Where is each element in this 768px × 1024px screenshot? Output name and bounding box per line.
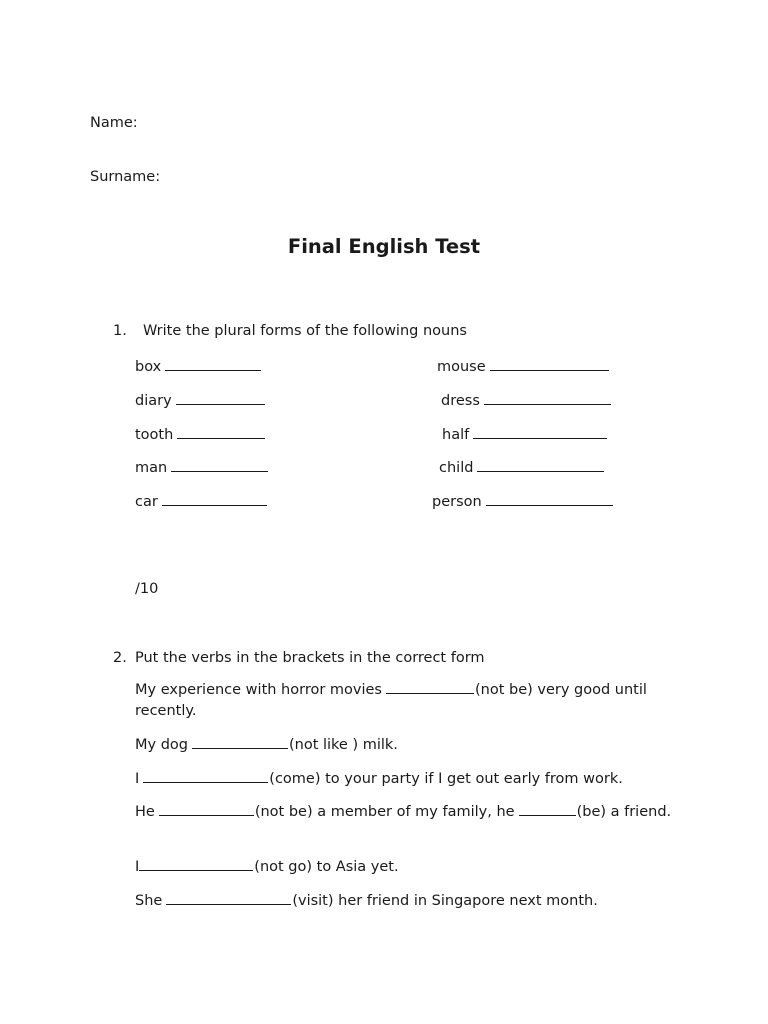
list-item (135, 391, 266, 410)
exercise-sentence-1 (135, 680, 680, 722)
exercise-sentence-2 (135, 735, 680, 756)
section2-number: 2. (113, 650, 127, 666)
sentence-text: I (135, 859, 140, 875)
list-item (135, 357, 262, 376)
answer-blank[interactable] (519, 802, 576, 816)
sentence-text: I (135, 771, 140, 787)
list-item (442, 425, 608, 444)
sentence-text: (not go) to Asia yet. (254, 859, 399, 875)
noun-word: car (135, 494, 158, 510)
sentence-text: (not be) very good until recently. (135, 682, 647, 719)
noun-word: half (442, 427, 470, 443)
sentence-text: He (135, 804, 155, 820)
noun-word: mouse (437, 359, 486, 375)
sentence-text: My dog (135, 737, 188, 753)
section1-number: 1. (113, 323, 127, 339)
section1-instruction: Write the plural forms of the following nouns (143, 323, 467, 339)
answer-blank[interactable] (192, 735, 288, 749)
exercise-sentence-5 (135, 857, 680, 878)
answer-blank[interactable] (386, 680, 474, 694)
list-item (135, 425, 266, 444)
sentence-text: (not like ) milk. (288, 737, 398, 753)
answer-blank[interactable] (139, 857, 253, 871)
list-item (439, 458, 605, 477)
answer-blank[interactable] (176, 391, 265, 405)
list-item (437, 357, 610, 376)
answer-blank[interactable] (473, 425, 607, 439)
answer-blank[interactable] (486, 492, 613, 506)
exercise-sentence-6 (135, 891, 680, 912)
noun-word: tooth (135, 427, 174, 443)
answer-blank[interactable] (171, 458, 268, 472)
answer-blank[interactable] (484, 391, 611, 405)
answer-blank[interactable] (477, 458, 604, 472)
sentence-text: (come) to your party if I get out early from work. (269, 771, 623, 787)
list-item (135, 492, 268, 511)
name-label: Name: (90, 115, 138, 131)
exercise-sentence-3 (135, 769, 680, 790)
answer-blank[interactable] (162, 492, 267, 506)
answer-blank[interactable] (166, 891, 291, 905)
section1-score: /10 (135, 581, 159, 597)
sentence-text: (not be) a member of my family, he (254, 804, 515, 820)
noun-word: box (135, 359, 162, 375)
noun-word: dress (441, 393, 480, 409)
answer-blank[interactable] (165, 357, 261, 371)
noun-word: child (439, 460, 474, 476)
surname-label: Surname: (90, 169, 161, 185)
sentence-text: (visit) her friend in Singapore next month. (292, 893, 598, 909)
sentence-text: She (135, 893, 163, 909)
noun-word: man (135, 460, 168, 476)
section2-instruction: Put the verbs in the brackets in the correct form (135, 650, 485, 666)
list-item (135, 458, 269, 477)
list-item (432, 492, 614, 511)
answer-blank[interactable] (177, 425, 265, 439)
sentence-text: (be) a friend. (576, 804, 672, 820)
exercise-sentence-4 (135, 802, 680, 823)
answer-blank[interactable] (490, 357, 609, 371)
noun-word: diary (135, 393, 172, 409)
noun-word: person (432, 494, 482, 510)
list-item (441, 391, 612, 410)
page-title: Final English Test (287, 235, 481, 258)
sentence-text: My experience with horror movies (135, 682, 382, 698)
answer-blank[interactable] (159, 802, 254, 816)
answer-blank[interactable] (143, 769, 268, 783)
